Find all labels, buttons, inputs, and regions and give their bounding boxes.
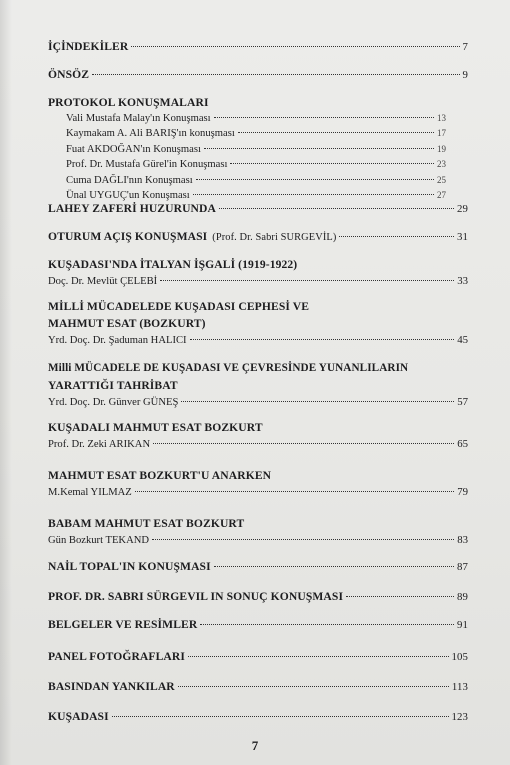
toc-author: Doç. Dr. Mevlüt ÇELEBİ bbox=[48, 276, 158, 287]
toc-title: LAHEY ZAFERİ HUZURUNDA bbox=[48, 202, 216, 215]
toc-page-number: 123 bbox=[451, 711, 468, 723]
dot-leader bbox=[112, 715, 449, 717]
toc-page-number: 87 bbox=[457, 561, 468, 573]
toc-entry-lahey[interactable] bbox=[48, 200, 468, 218]
dot-leader bbox=[204, 147, 434, 149]
dot-leader bbox=[238, 131, 434, 133]
dot-leader bbox=[178, 685, 449, 687]
dot-leader bbox=[190, 338, 455, 340]
toc-title-line: MİLLİ MÜCADELEDE KUŞADASI CEPHESİ VE bbox=[48, 300, 310, 313]
toc-title: İÇİNDEKİLER bbox=[48, 40, 129, 53]
toc-title: OTURUM AÇIŞ KONUŞMASI bbox=[48, 230, 208, 243]
toc-subentry[interactable] bbox=[48, 126, 446, 141]
toc-page-number: 9 bbox=[462, 69, 468, 81]
toc-title: KUŞADALI MAHMUT ESAT BOZKURT bbox=[48, 421, 263, 434]
toc-page-number: 19 bbox=[437, 143, 446, 154]
dot-leader bbox=[131, 45, 459, 47]
toc-author: Yrd. Doç. Dr. Şaduman HALICI bbox=[48, 335, 187, 346]
toc-entry-onsoz[interactable] bbox=[48, 66, 468, 84]
toc-page-number: 23 bbox=[437, 159, 446, 170]
dot-leader bbox=[193, 193, 434, 195]
toc-sub-label: Cuma DAĞLI'nın Konuşması bbox=[66, 174, 193, 186]
dot-leader bbox=[219, 207, 454, 209]
toc-title: BELGELER VE RESİMLER bbox=[48, 618, 198, 631]
toc-title: BABAM MAHMUT ESAT BOZKURT bbox=[48, 517, 245, 530]
toc-entry-kusadali[interactable] bbox=[48, 419, 468, 453]
toc-page-number: 57 bbox=[457, 396, 468, 408]
toc-entry-anarken[interactable] bbox=[48, 467, 468, 501]
toc-page-number: 45 bbox=[457, 334, 468, 346]
toc-page-number: 31 bbox=[457, 231, 468, 243]
toc-page-number: 17 bbox=[437, 128, 446, 139]
toc-entry-protokol bbox=[48, 94, 468, 203]
page-edge-shadow bbox=[0, 0, 12, 765]
toc-page-number: 33 bbox=[457, 275, 468, 287]
dot-leader bbox=[339, 235, 454, 237]
toc-entry-oturum[interactable] bbox=[48, 228, 468, 246]
toc-author: Gün Bozkurt TEKAND bbox=[48, 535, 150, 546]
toc-subentry[interactable] bbox=[48, 173, 446, 188]
toc-author: Prof. Dr. Zeki ARIKAN bbox=[48, 439, 151, 450]
page-number-footer: 7 bbox=[251, 738, 259, 753]
dot-leader bbox=[200, 623, 454, 625]
toc-sub-label: Fuat AKDOĞAN'ın Konuşması bbox=[66, 143, 201, 155]
toc-title: BASINDAN YANKILAR bbox=[48, 680, 175, 693]
dot-leader bbox=[160, 279, 454, 281]
toc-subentry[interactable] bbox=[48, 111, 446, 126]
toc-title: MAHMUT ESAT BOZKURT'U ANARKEN bbox=[48, 469, 272, 482]
toc-sub-label: Prof. Dr. Mustafa Gürel'in Konuşması bbox=[66, 159, 228, 171]
toc-page-number: 83 bbox=[457, 534, 468, 546]
toc-entry-basin[interactable] bbox=[48, 678, 468, 696]
toc-title: PROF. DR. SABRI SÜRGEVIL IN SONUÇ KONUŞMASI bbox=[48, 590, 344, 603]
toc-title: ÖNSÖZ bbox=[48, 68, 90, 81]
toc-entry-milli-mucadele[interactable] bbox=[48, 298, 468, 349]
dot-leader bbox=[196, 178, 434, 180]
toc-page-number: 65 bbox=[457, 438, 468, 450]
toc-page-number: 113 bbox=[451, 681, 468, 693]
toc-title: KUŞADASI bbox=[48, 710, 109, 723]
toc-sub-label: Vali Mustafa Malay'ın Konuşması bbox=[66, 113, 211, 124]
toc-title-line: MAHMUT ESAT (BOZKURT) bbox=[48, 317, 206, 330]
toc-page-number: 105 bbox=[451, 651, 468, 663]
toc-sub-label: Ünal UYGUÇ'un Konuşması bbox=[66, 190, 190, 202]
toc-page-number: 79 bbox=[457, 486, 468, 498]
toc-title-line: YARATTIĞI TAHRİBAT bbox=[48, 379, 178, 392]
toc-page-number: 25 bbox=[437, 174, 446, 185]
dot-leader bbox=[346, 595, 454, 597]
toc-title-line: Milli MÜCADELE DE KUŞADASI VE ÇEVRESİNDE YUNANLILARIN bbox=[48, 362, 409, 374]
toc-entry-yunan-tahribat[interactable] bbox=[48, 360, 468, 411]
dot-leader bbox=[188, 655, 449, 657]
toc-page-number: 91 bbox=[457, 619, 468, 631]
toc-title: NAİL TOPAL'IN KONUŞMASI bbox=[48, 560, 211, 573]
toc-subentry[interactable] bbox=[48, 142, 446, 157]
toc-author: (Prof. Dr. Sabri SURGEVİL) bbox=[212, 232, 337, 243]
toc-entry-kusadasi[interactable] bbox=[48, 708, 468, 726]
dot-leader bbox=[214, 116, 434, 118]
dot-leader bbox=[230, 162, 434, 164]
toc-subentry[interactable] bbox=[48, 157, 446, 172]
dot-leader bbox=[135, 490, 454, 492]
toc-page-number: 29 bbox=[457, 203, 468, 215]
toc-entry-nail-topal[interactable] bbox=[48, 558, 468, 576]
toc-entry-italyan-isgali[interactable] bbox=[48, 256, 468, 290]
toc-page-number: 89 bbox=[457, 591, 468, 603]
toc-page-number: 13 bbox=[437, 113, 446, 123]
toc-title: PANEL FOTOĞRAFLARI bbox=[48, 650, 185, 663]
toc-page-number: 7 bbox=[462, 41, 468, 53]
toc-author: M.Kemal YILMAZ bbox=[48, 487, 132, 498]
dot-leader bbox=[153, 442, 454, 444]
toc-entry-belgeler[interactable] bbox=[48, 616, 468, 634]
toc-title: KUŞADASI'NDA İTALYAN İŞGALİ (1919-1922) bbox=[48, 258, 298, 271]
toc-page-number: 27 bbox=[437, 190, 446, 201]
dot-leader bbox=[214, 565, 454, 567]
dot-leader bbox=[152, 538, 454, 540]
toc-author: Yrd. Doç. Dr. Günver GÜNEŞ bbox=[48, 397, 179, 408]
toc-entry-panel[interactable] bbox=[48, 648, 468, 666]
toc-entry-icindekiler[interactable] bbox=[48, 38, 468, 56]
toc-entry-babam[interactable] bbox=[48, 515, 468, 549]
dot-leader bbox=[92, 73, 459, 75]
toc-title: PROTOKOL KONUŞMALARI bbox=[48, 96, 209, 109]
toc-sub-label: Kaymakam A. Ali BARIŞ'ın konuşması bbox=[66, 128, 235, 140]
dot-leader bbox=[181, 400, 454, 402]
toc-entry-sonuc[interactable] bbox=[48, 588, 468, 606]
